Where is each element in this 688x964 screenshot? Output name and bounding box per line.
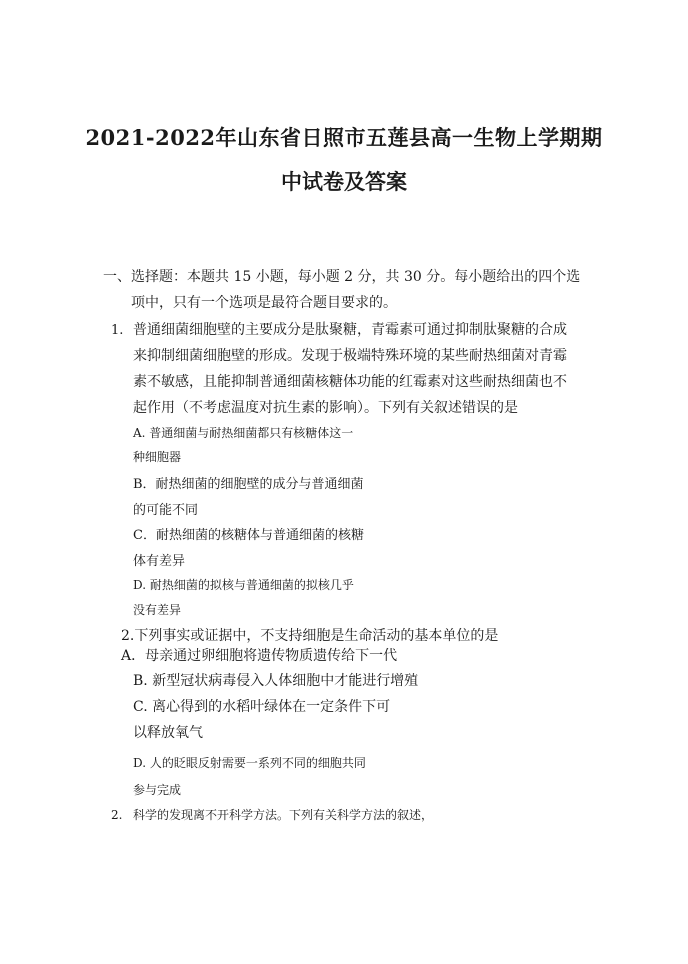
document-title-line-2: 中试卷及答案 — [281, 169, 407, 194]
question-2-option-c-line-1: C. 离心得到的水稻叶绿体在一定条件下可 — [133, 699, 391, 715]
question-2-option-b: B. 新型冠状病毒侵入人体细胞中才能进行增殖 — [133, 673, 419, 689]
section-heading-line-2: 项中，只有一个选项是最符合题目要求的。 — [131, 295, 397, 311]
question-2-option-c-line-2: 以释放氧气 — [133, 725, 203, 741]
question-1-stem-line-3: 素不敏感，且能抑制普通细菌核糖体功能的红霉素对这些耐热细菌也不 — [133, 374, 567, 390]
question-1-stem-line-1: 普通细菌细胞壁的主要成分是肽聚糖，青霉素可通过抑制肽聚糖的合成 — [133, 322, 567, 338]
question-1-option-a-line-2: 种细胞器 — [133, 450, 182, 464]
question-1-option-a-line-1: A. 普通细菌与耐热细菌都只有核糖体这一 — [133, 426, 354, 440]
question-2-option-a: A．母亲通过卵细胞将遗传物质遗传给下一代 — [121, 648, 398, 664]
question-2-option-d-line-1: D. 人的眨眼反射需要一系列不同的细胞共同 — [133, 756, 366, 770]
question-1-option-b-line-1: B．耐热细菌的细胞壁的成分与普通细菌 — [133, 477, 364, 492]
question-1-option-d-line-1: D. 耐热细菌的拟核与普通细菌的拟核几乎 — [133, 578, 354, 592]
question-3-number: 2. — [111, 808, 123, 822]
section-heading-line-1: 一、选择题：本题共 15 小题，每小题 2 分，共 30 分。每小题给出的四个选 — [103, 269, 581, 285]
question-1-option-d-line-2: 没有差异 — [133, 603, 182, 617]
question-3 — [111, 806, 433, 823]
question-1-stem-line-2: 来抑制细菌细胞壁的形成。发现于极端特殊环境的某些耐热细菌对青霉 — [133, 348, 567, 364]
question-1-option-c-line-2: 体有差异 — [133, 554, 186, 569]
question-2-option-d-line-2: 参与完成 — [133, 783, 182, 797]
question-1-number: 1. — [111, 323, 124, 338]
question-1-stem-line-4: 起作用（不考虑温度对抗生素的影响）。下列有关叙述错误的是 — [133, 400, 518, 416]
document-title-line-1: 2021-2022年山东省日照市五莲县高一生物上学期期 — [85, 125, 603, 150]
question-1-option-c-line-1: C．耐热细菌的核糖体与普通细菌的核糖 — [133, 528, 364, 543]
question-3-stem-line-1: 科学的发现离不开科学方法。下列有关科学方法的叙述， — [133, 808, 434, 822]
question-1-option-b-line-2: 的可能不同 — [133, 503, 199, 518]
question-2-stem: 2.下列事实或证据中，不支持细胞是生命活动的基本单位的是 — [121, 628, 499, 644]
question-1 — [111, 319, 567, 339]
